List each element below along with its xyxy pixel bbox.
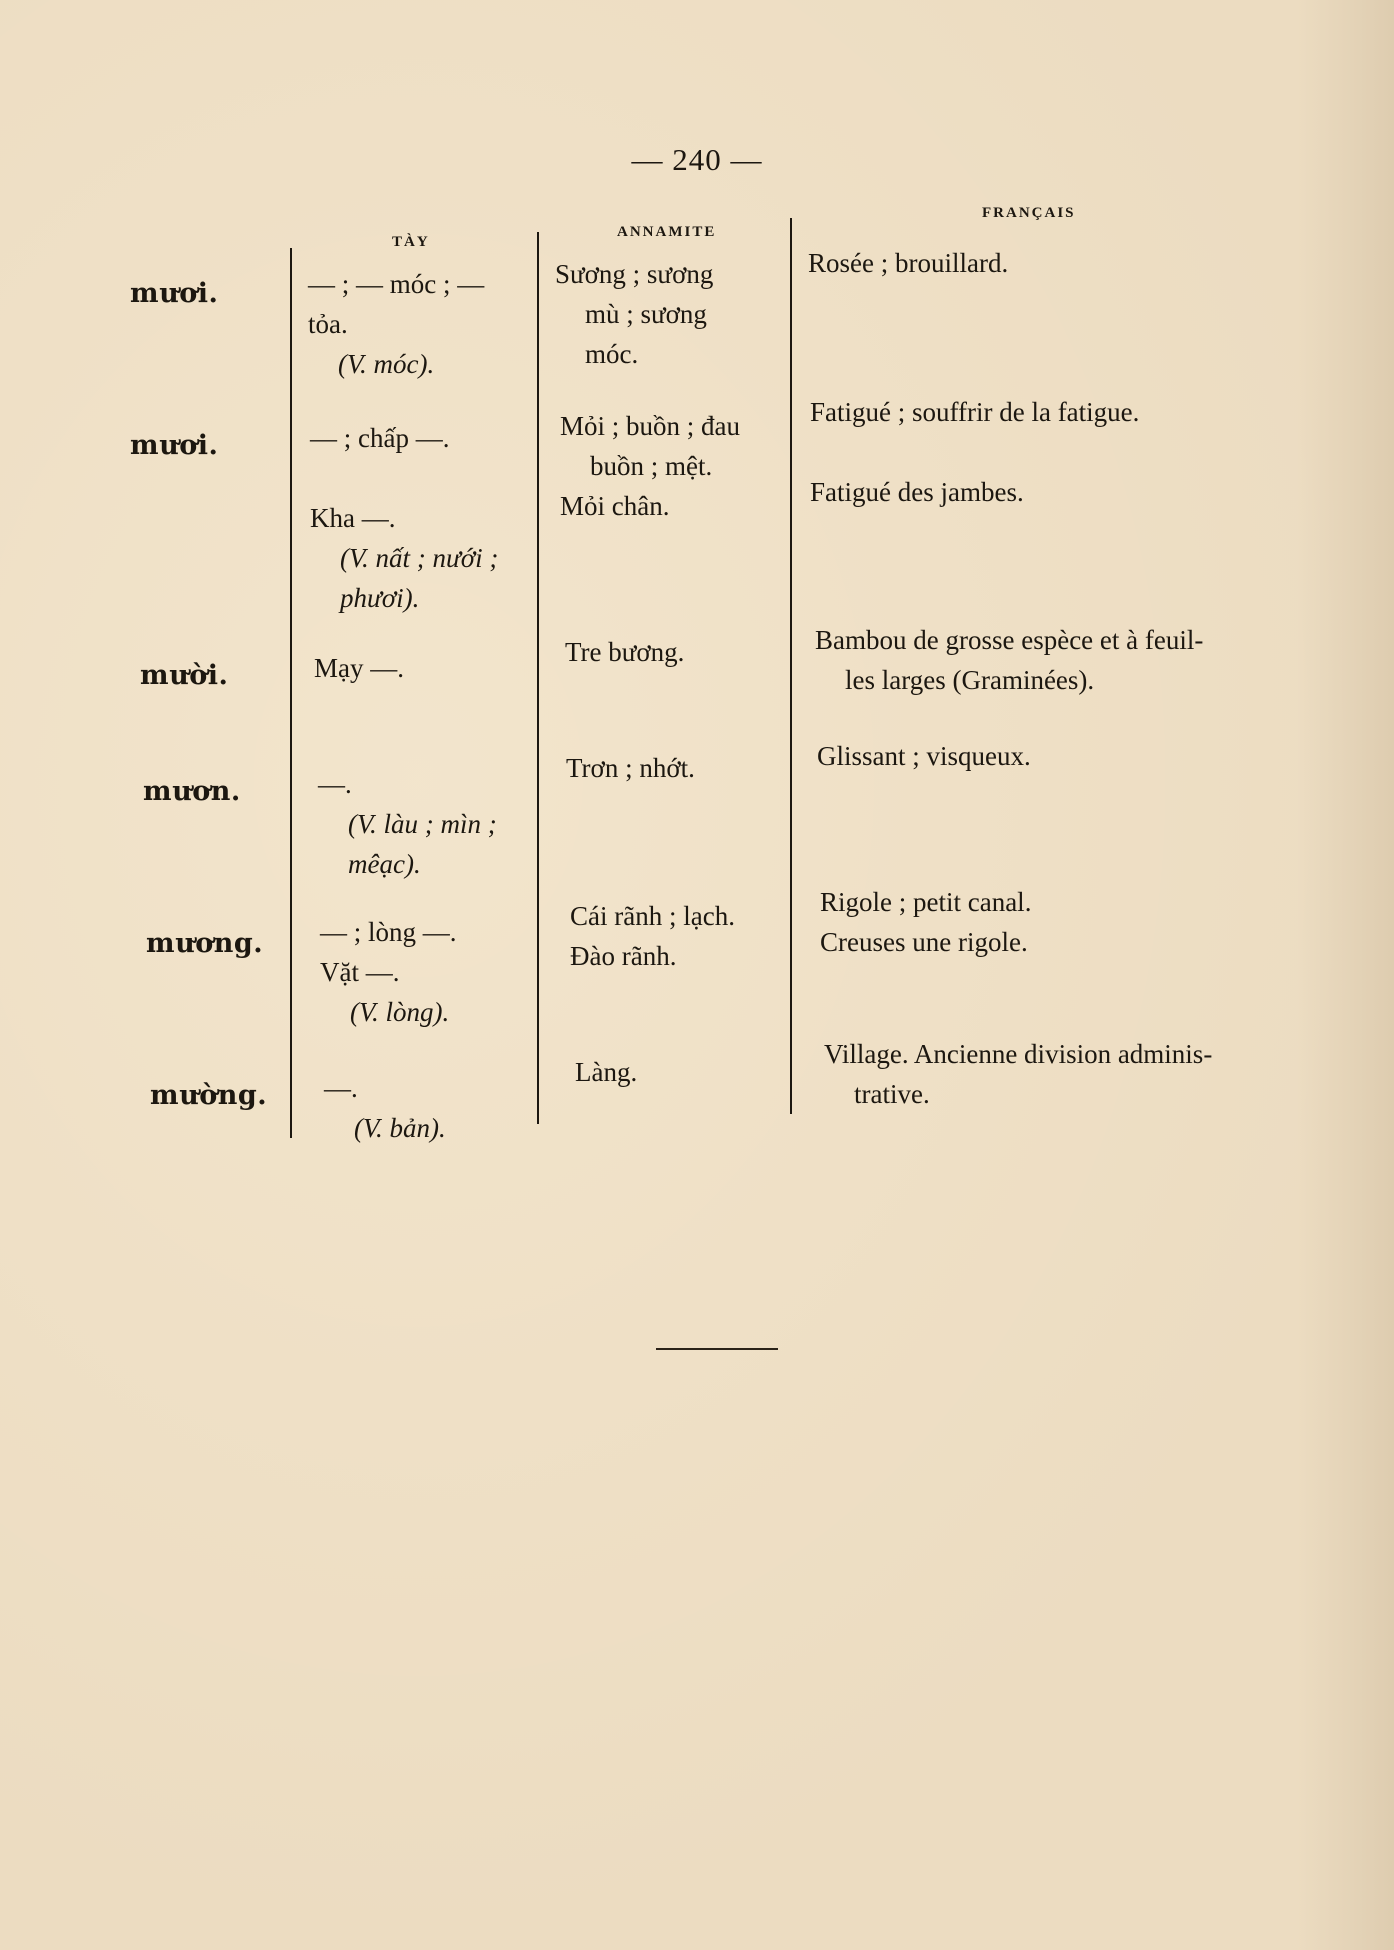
francais-line: Rosée ; brouillard. [808,248,1009,278]
annamite-line: Làng. [575,1057,638,1087]
tay-line: —. [318,769,352,799]
annamite-line: Tre bương. [565,637,685,667]
column-divider-3 [790,218,792,1114]
tay-cell [320,912,457,1032]
headword: mương. [146,928,264,959]
tay-cell [308,264,484,384]
francais-line: Creuses une rigole. [820,927,1028,957]
francais-line: Village. Ancienne division adminis- [824,1039,1213,1069]
tay-cell [318,764,497,884]
tay-line: (V. nất ; nưới ; [340,543,499,573]
francais-line: Bambou de grosse espèce et à feuil- [815,625,1204,655]
annamite-cell [566,748,695,788]
annamite-line: Trơn ; nhớt. [566,753,695,783]
column-header-tay: TÀY [392,234,430,250]
annamite-cell [560,406,740,526]
tay-cell [324,1068,446,1148]
tay-line: — ; — móc ; — [308,269,485,299]
tay-line: — ; lòng —. [320,917,457,947]
annamite-line: Mỏi ; buồn ; đau [560,411,740,441]
annamite-line: buồn ; mệt. [590,451,713,481]
column-header-annamite: ANNAMITE [617,224,717,240]
francais-cell [808,243,1008,283]
francais-line [815,660,1203,700]
headword: mươn. [143,776,241,807]
tay-cell [310,418,498,618]
tay-line: phươi). [340,583,420,613]
annamite-cell [555,254,713,374]
francais-line: trative. [854,1079,930,1109]
tay-line: Vặt —. [320,957,400,987]
column-divider-2 [537,232,539,1124]
annamite-cell [570,896,735,976]
francais-line: Rigole ; petit canal. [820,887,1032,917]
francais-line [810,432,1139,472]
annamite-cell [575,1052,637,1092]
headword: mươi. [130,430,219,461]
tay-line: —. [324,1073,358,1103]
tay-line: tỏa. [308,309,348,339]
francais-cell [824,1034,1212,1114]
column-divider-1 [290,248,292,1138]
annamite-line: Cái rãnh ; lạch. [570,901,735,931]
annamite-line: Sương ; sương [555,259,714,289]
column-header-francais: FRANÇAIS [982,205,1076,221]
headword: mường. [150,1080,268,1111]
headword: mươi. [130,278,219,309]
headword: mười. [140,660,229,691]
tay-line: mêạc). [348,849,421,879]
tay-line: Mạy —. [314,653,404,683]
closing-rule [656,1348,778,1350]
francais-line: Fatigué des jambes. [810,477,1024,507]
francais-line-text: les larges (Graminées). [845,665,1095,695]
francais-cell [810,392,1139,512]
francais-line: Fatigué ; souffrir de la fatigue. [810,397,1140,427]
page-number: — 240 — [631,142,763,177]
tay-line: (V. bản). [354,1113,446,1143]
tay-line: (V. lòng). [350,997,450,1027]
annamite-line: Đào rãnh. [570,941,677,971]
annamite-line: Mỏi chân. [560,491,670,521]
annamite-line: mù ; sương [585,299,707,329]
francais-cell [815,620,1203,700]
annamite-cell [565,632,684,672]
annamite-line: móc. [585,339,639,369]
tay-line: (V. làu ; mìn ; [348,809,497,839]
tay-cell [314,648,404,688]
francais-cell [820,882,1031,962]
tay-line: — ; chấp —. [310,423,450,453]
francais-line: Glissant ; visqueux. [817,741,1031,771]
francais-cell [817,736,1031,776]
tay-line: (V. móc). [338,349,435,379]
tay-line: Kha —. [310,503,396,533]
tay-line [310,458,498,498]
